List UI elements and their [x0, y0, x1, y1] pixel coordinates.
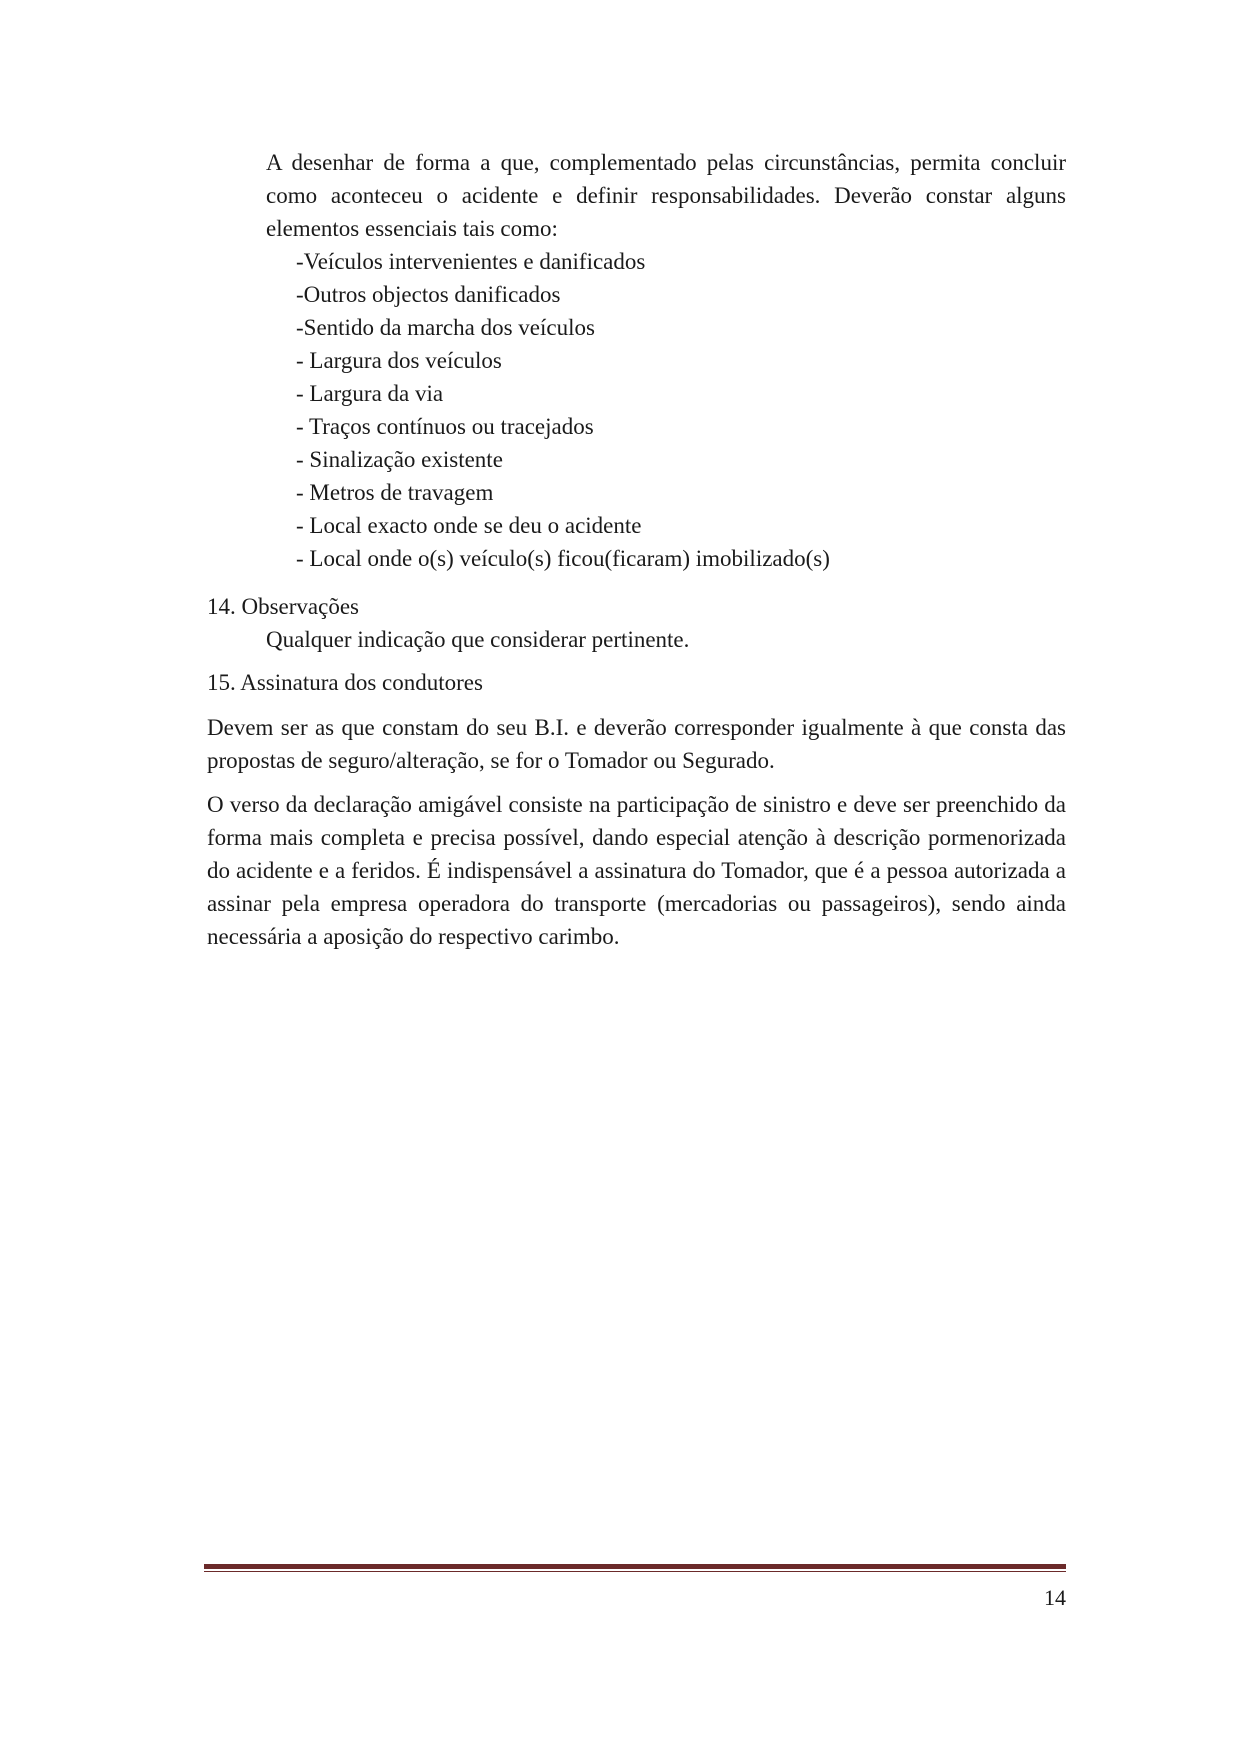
footer-rule — [204, 1564, 1066, 1569]
list-item: - Local exacto onde se deu o acidente — [296, 513, 642, 538]
elements-list — [296, 245, 1056, 575]
page-number: 14 — [1044, 1585, 1066, 1610]
section-14-heading: 14. Observações — [207, 594, 360, 619]
footer-rule-thin — [204, 1571, 1066, 1572]
section-14-text: Qualquer indicação que considerar pertinente. — [266, 627, 690, 652]
intro-paragraph: A desenhar de forma a que, complementado pelas circunstâncias, permita concluir como aconteceu o acidente e definir responsabilidades. Deverão constar alguns elementos essenciais tais como: — [266, 150, 1066, 241]
list-item: -Veículos intervenientes e danificados — [296, 249, 646, 274]
section-15-heading: 15. Assinatura dos condutores — [207, 670, 483, 695]
list-item: - Largura da via — [296, 381, 444, 406]
list-item: - Local onde o(s) veículo(s) ficou(ficaram) imobilizado(s) — [296, 546, 830, 571]
section-15-text: Devem ser as que constam do seu B.I. e deverão corresponder igualmente à que consta das propostas de seguro/alteração, se for o Tomador ou Segurado. — [207, 715, 1066, 773]
list-item: - Metros de travagem — [296, 480, 494, 505]
list-item: - Sinalização existente — [296, 447, 503, 472]
closing-paragraph: O verso da declaração amigável consiste na participação de sinistro e deve ser preenchido da forma mais completa e precisa possível, dando especial atenção à descrição pormenorizada do acidente e a feridos. É indispensável a assinatura do Tomador, que é a pessoa autorizada a assinar pela empresa operadora do transporte (mercadorias ou passageiros), sendo ainda necessária a aposição do respectivo carimbo. — [207, 792, 1066, 949]
list-item: -Sentido da marcha dos veículos — [296, 315, 595, 340]
list-item: - Largura dos veículos — [296, 348, 502, 373]
list-item: -Outros objectos danificados — [296, 282, 561, 307]
list-item: - Traços contínuos ou tracejados — [296, 414, 594, 439]
